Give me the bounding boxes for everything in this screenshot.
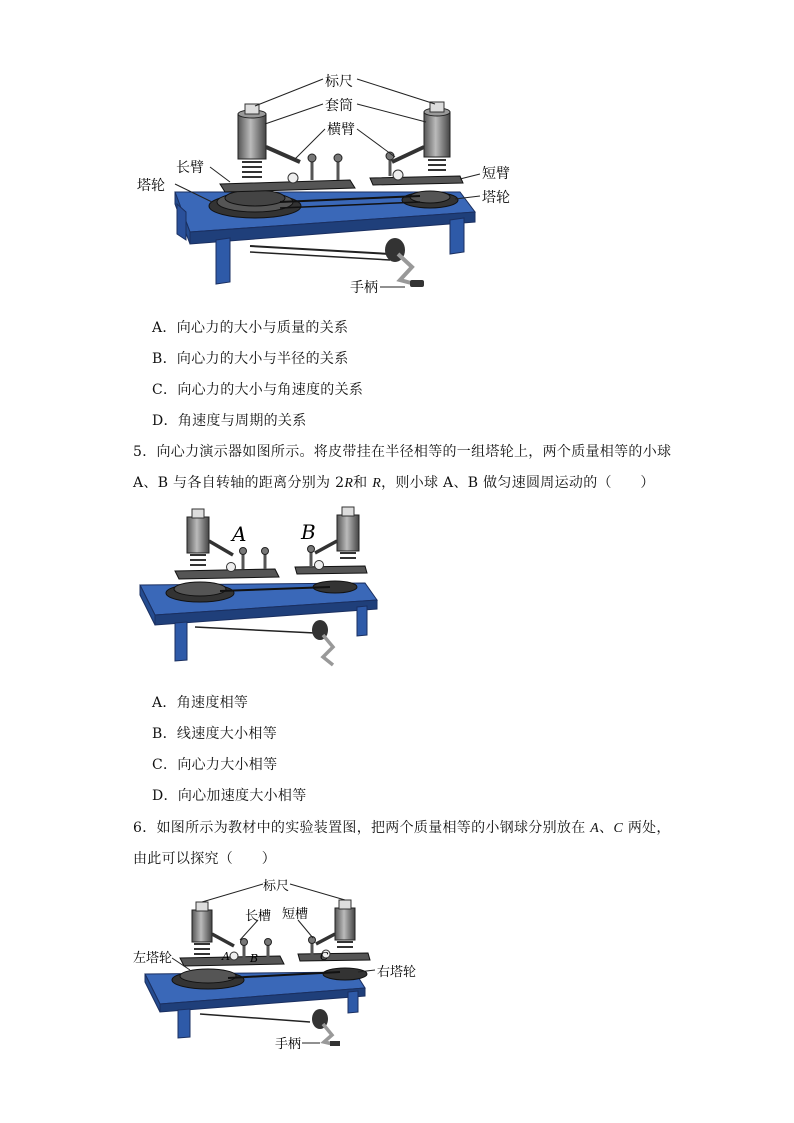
label-point-a: A bbox=[222, 950, 230, 963]
label-duancao: 短槽 bbox=[282, 907, 309, 922]
label-biaochi: 标尺 bbox=[325, 74, 353, 90]
label-shoubing: 手柄 bbox=[350, 280, 378, 296]
label-changcao: 长槽 bbox=[245, 909, 272, 924]
q5-option-b[interactable]: B．线速度大小相等 bbox=[152, 726, 277, 742]
q6-stem-line2: 由此可以探究（ ） bbox=[133, 851, 276, 867]
label-point-c: C bbox=[320, 950, 329, 963]
label-youtalun: 右塔轮 bbox=[377, 965, 417, 980]
q4-option-b[interactable]: B．向心力的大小与半径的关系 bbox=[152, 351, 349, 367]
label-taotong: 套筒 bbox=[325, 98, 353, 114]
q4-option-c[interactable]: C．向心力的大小与角速度的关系 bbox=[152, 382, 364, 398]
q4-option-a[interactable]: A．向心力的大小与质量的关系 bbox=[152, 320, 349, 336]
q6-stem-line1: 6．如图所示为教材中的实验装置图，把两个质量相等的小钢球分别放在 A、C 两处， bbox=[133, 820, 671, 836]
label-talun-left: 塔轮 bbox=[137, 178, 165, 194]
label-talun-right: 塔轮 bbox=[482, 190, 510, 206]
q5-option-a[interactable]: A．角速度相等 bbox=[152, 695, 249, 711]
label-biaochi-2: 标尺 bbox=[263, 879, 290, 894]
figure-3-apparatus bbox=[130, 872, 430, 1057]
q5-option-c[interactable]: C．向心力大小相等 bbox=[152, 757, 278, 773]
label-zuotalun: 左塔轮 bbox=[133, 951, 173, 966]
label-hengbi: 横臂 bbox=[327, 122, 355, 138]
q5-stem-line2: A、B 与各自转轴的距离分别为 2R和 R，则小球 A、B 做匀速圆周运动的（ ） bbox=[133, 475, 655, 491]
q4-option-d[interactable]: D．角速度与周期的关系 bbox=[152, 413, 307, 429]
fig2-label-b: B bbox=[301, 520, 316, 544]
label-shoubing-2: 手柄 bbox=[275, 1037, 302, 1052]
fig2-label-a: A bbox=[232, 522, 247, 546]
q5-option-d[interactable]: D．向心加速度大小相等 bbox=[152, 788, 307, 804]
figure-2-apparatus bbox=[135, 505, 385, 675]
q5-stem-line1: 5．向心力演示器如图所示。将皮带挂在半径相等的一组塔轮上，两个质量相等的小球 bbox=[133, 444, 672, 460]
figure-1-apparatus bbox=[130, 62, 530, 302]
label-point-b: B bbox=[250, 952, 259, 965]
label-duanbi: 短臂 bbox=[482, 166, 510, 182]
label-changbi: 长臂 bbox=[176, 160, 204, 176]
